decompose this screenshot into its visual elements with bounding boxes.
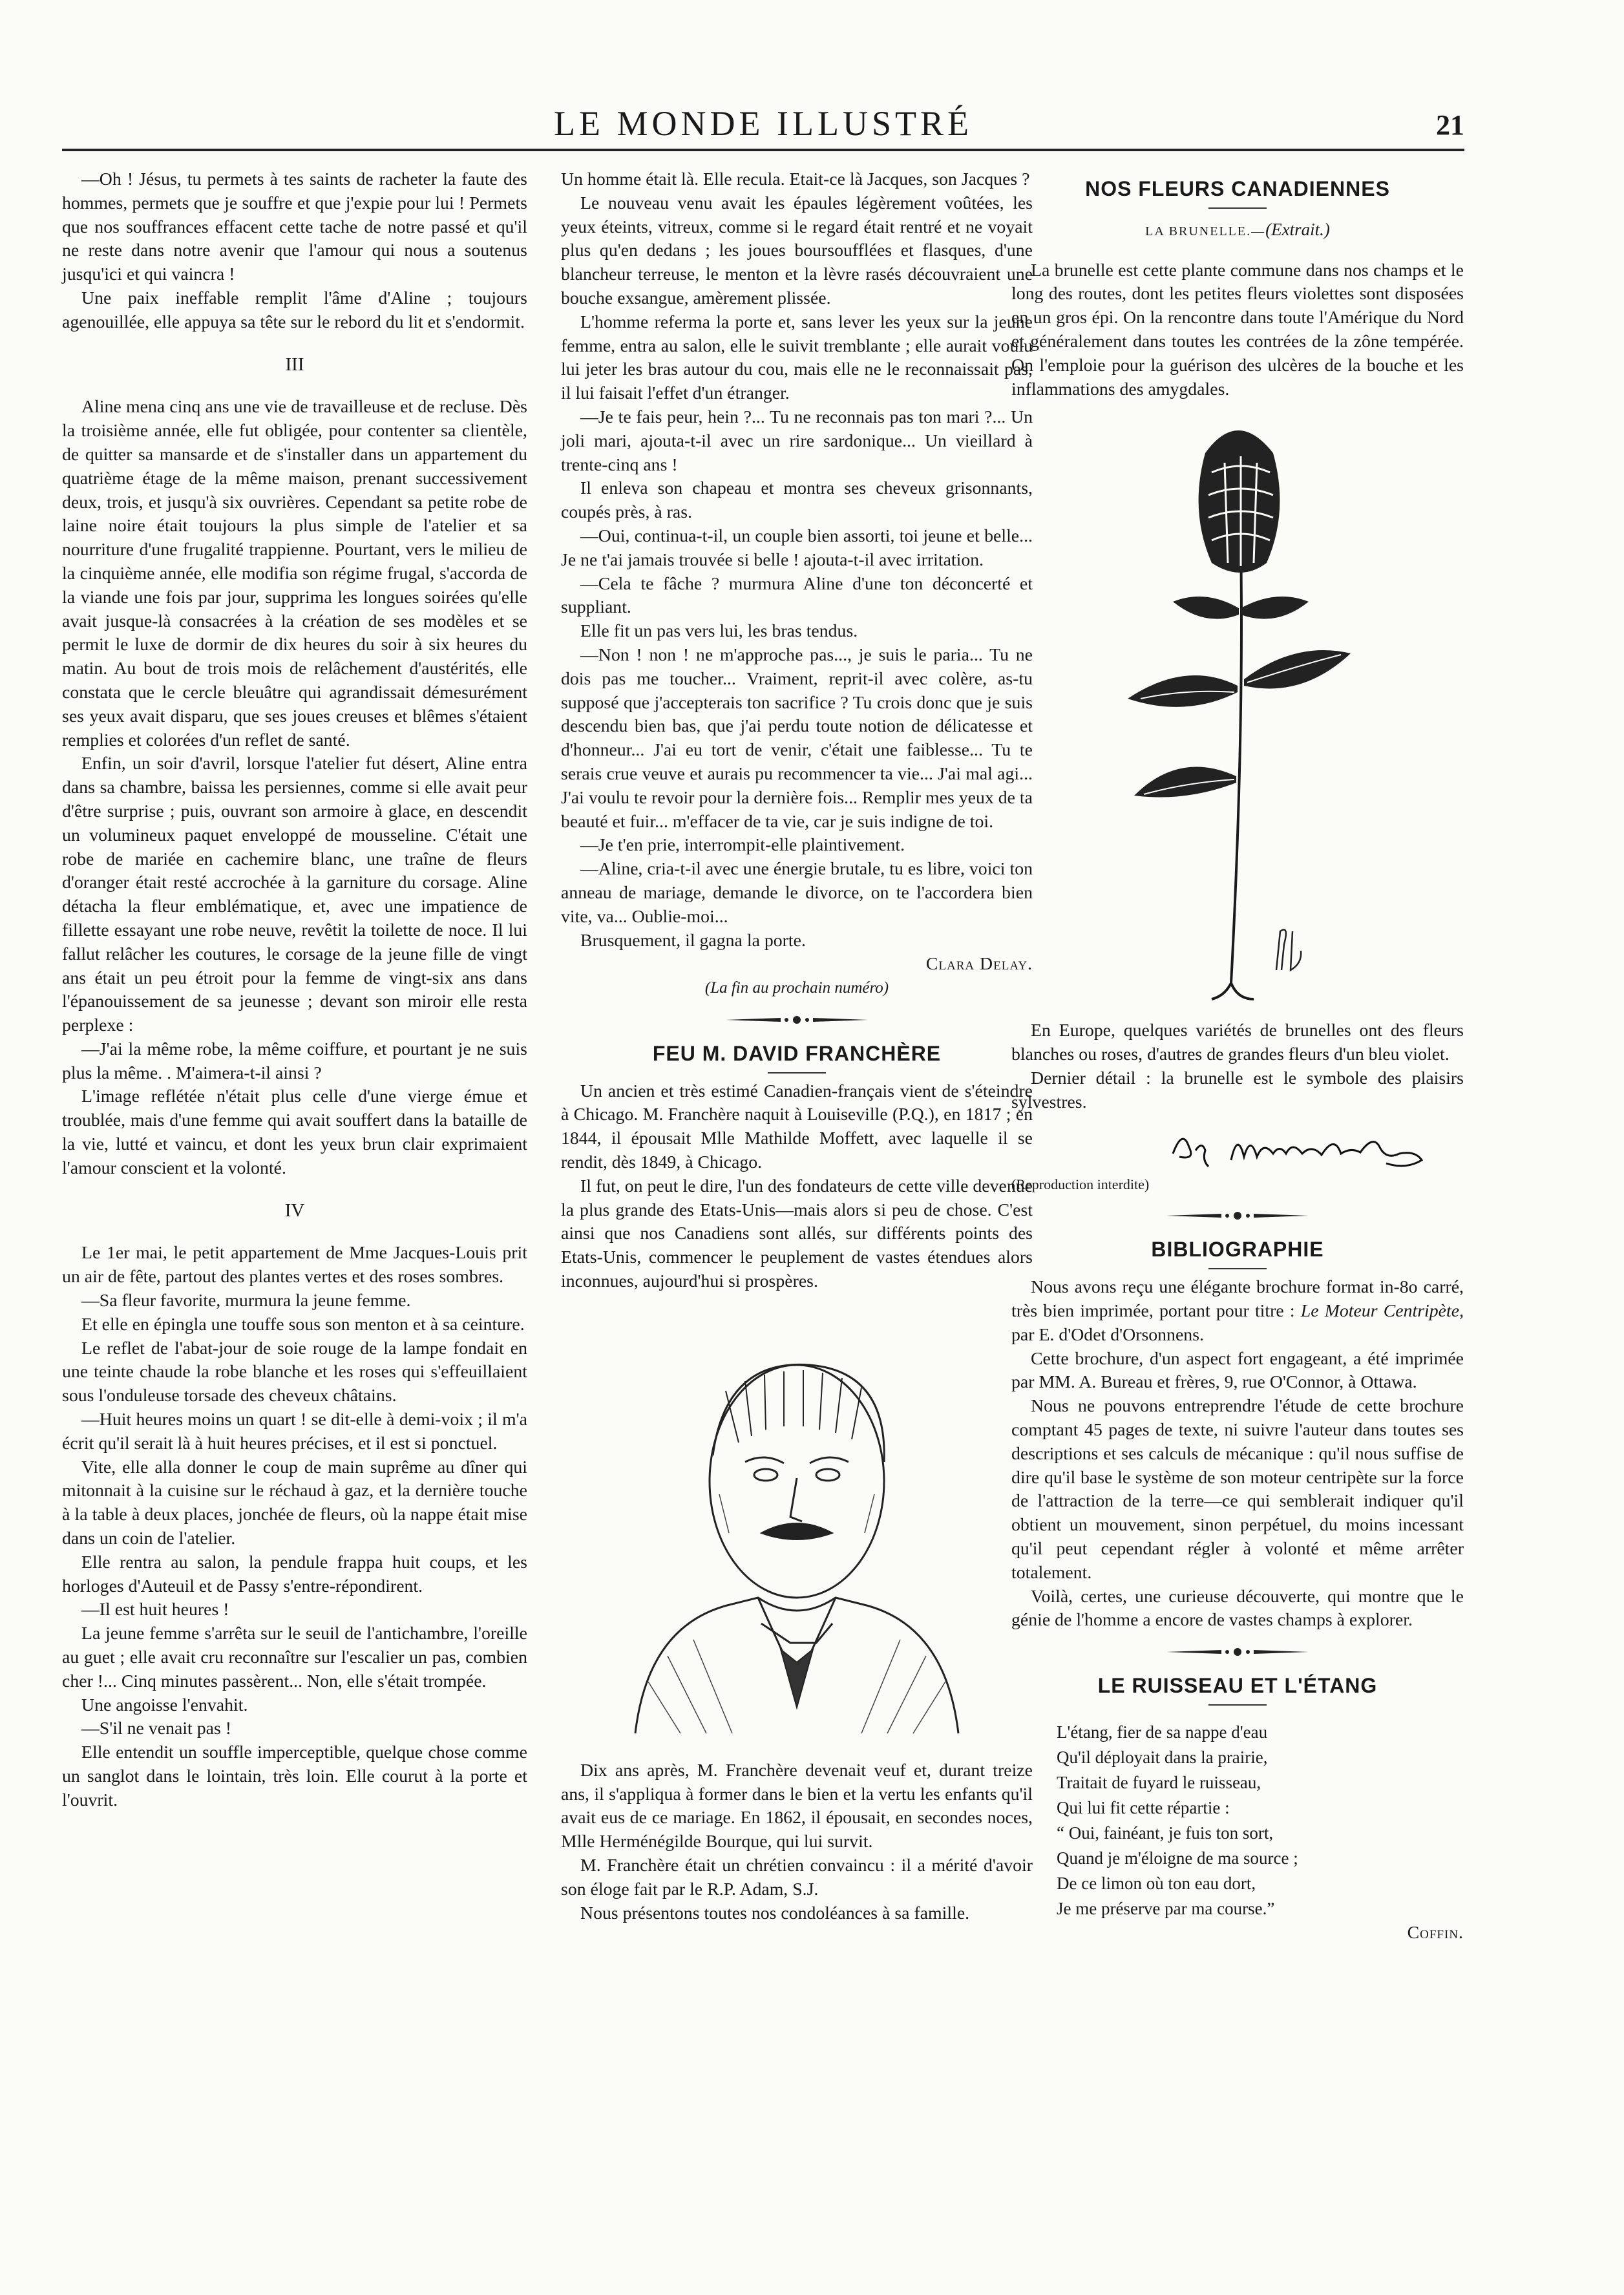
- poem-line: Qui lui fit cette répartie :: [1057, 1797, 1230, 1817]
- paragraph: L'image reflétée n'était plus celle d'une vierge émue et troublée, mais d'une femme qui avait souffert dans la bataille de la vie, lutté et vaincu, et dont les yeux brun clair exprimaient l'amour conscient et la volonté.: [62, 1086, 527, 1178]
- autograph-signature: [1166, 1121, 1425, 1173]
- paragraph: —Huit heures moins un quart ! se dit-elle à demi-voix ; il m'a écrit qu'il serait là à huit heures précises, et il est si ponctuel.: [62, 1410, 527, 1454]
- paragraph: Un homme était là. Elle recula. Etait-ce là Jacques, son Jacques ?: [561, 169, 1030, 189]
- title-rule: [1208, 1268, 1267, 1269]
- poem-line: L'étang, fier de sa nappe d'eau: [1057, 1722, 1268, 1742]
- poem-author: Coffin.: [1407, 1922, 1464, 1943]
- poem-line: “ Oui, fainéant, je fuis ton sort,: [1057, 1823, 1274, 1843]
- paragraph: L'homme referma la porte et, sans lever les yeux sur la jeune femme, entra au salon, elle le suivit tremblante ; elle aurait voulu lui jeter les bras autour du cou, mais elle ne le reconnaissait pas, il lui faisait l'effet d'un étranger.: [561, 312, 1033, 404]
- article-title: FEU M. DAVID FRANCHÈRE: [652, 1041, 942, 1065]
- paragraph: Vite, elle alla donner le coup de main suprême au dîner qui mitonnait à la cuisine sur le réchaud à gaz, et la dernière touche à la table à deux places, jonchée de fleurs, où la nappe était mise dans un coin de l'atelier.: [62, 1457, 527, 1549]
- paragraph: Voilà, certes, une curieuse découverte, qui montre que le génie de l'homme a encore de vastes champs à explorer.: [1011, 1586, 1464, 1631]
- paragraph: Nous présentons toutes nos condoléances à sa famille.: [580, 1903, 970, 1923]
- paragraph: Brusquement, il gagna la porte.: [580, 930, 806, 951]
- poem-line: Qu'il déployait dans la prairie,: [1057, 1747, 1268, 1767]
- paragraph: La jeune femme s'arrêta sur le seuil de l'antichambre, l'oreille au guet ; elle avait cru reconnaître sur l'escalier un pas, combien cher !... Cinq minutes passèrent... Non, elle s'était trompée.: [62, 1623, 527, 1691]
- poem-line: Traitait de fuyard le ruisseau,: [1057, 1772, 1261, 1792]
- paragraph: Un ancien et très estimé Canadien-français vient de s'éteindre à Chicago. M. Franchère naquit à Louiseville (P.Q.), en 1817 ; en 1844, il épousait Mlle Mathilde Moffett, avec laquelle il se rendit, dès 1849, à Chicago.: [561, 1081, 1033, 1173]
- paragraph: Une angoisse l'envahit.: [81, 1695, 248, 1715]
- section-number: IV: [284, 1200, 305, 1221]
- paragraph: Elle fit un pas vers lui, les bras tendus.: [580, 621, 858, 642]
- column-right: [1011, 168, 1464, 1945]
- paragraph: Nous ne pouvons entreprendre l'étude de cette brochure comptant 45 pages de texte, ni suivre l'auteur dans toutes ses descriptions et ses calculs de mécanique : qu'il nous suffise de dire qu'il base le système de son moteur centripète sur la force de l'attraction de la terre—ce qui semblerait indiquer qu'il obtient un mouvement, sinon perpétuel, du moins incessant qu'il peut cependant régler à volonté et même arrêter totalement.: [1011, 1396, 1464, 1583]
- paragraph: —Oh ! Jésus, tu permets à tes saints de racheter la faute des hommes, permets que je souffre et que j'expie pour lui ! Permets que nos souffrances effacent cette tache de notre passé et qu'il ne reste dans notre avenir que l'amour qui nous a soutenus jusqu'ici et qui vaincra !: [62, 169, 527, 285]
- masthead: LE MONDE ILLUSTRÉ: [554, 104, 973, 143]
- portrait-engraving: [596, 1320, 997, 1746]
- paragraph: La brunelle est cette plante commune dans nos champs et le long des routes, dont les petites fleurs violettes sont disposées en un gros épi. On la rencontre dans toute l'Amérique du Nord et généralement dans toutes les contrées de la zône tempérée. On l'emploie pour la guérison des ulcères de la bouche et les inflammations des amygdales.: [1011, 260, 1464, 399]
- paragraph: —Oui, continua-t-il, un couple bien assorti, toi jeune et belle... Je ne t'ai jamais trouvée si belle ! ajouta-t-il avec irritation.: [561, 525, 1033, 570]
- poem-line: Quand je m'éloigne de ma source ;: [1057, 1848, 1298, 1868]
- paragraph: M. Franchère était un chrétien convaincu : il a mérité d'avoir son éloge fait par le R.P. Adam, S.J.: [561, 1856, 1033, 1899]
- paragraph: Enfin, un soir d'avril, lorsque l'atelier fut désert, Aline entra dans sa chambre, baissa les persiennes, comme si elle avait peur d'être surprise ; puis, ouvrant son armoire à glace, en descendit un volumineux paquet enveloppé de mousseline. C'était une robe de mariée en cachemire blanc, une traîne de fleurs d'oranger était resté accrochée à la garniture du corsage. Aline détacha la fleur emblématique, et, avec une impatience de fillette essayant une robe neuve, revêtit la toilette de noce. Il lui fallut relâcher les coutures, le corsage de la jeune fille de vingt ans était un peu étroit pour la femme de vingt-six ans dans l'épanouissement de sa jeunesse ; devant son miroir elle resta perplexe :: [62, 754, 527, 1036]
- poem: [1057, 1720, 1464, 1921]
- paragraph: Dix ans après, M. Franchère devenait veuf et, durant treize ans, il s'appliqua à former dans le bien et la vertu les enfants qu'il avait eus de ce mariage. En 1862, il épousait, en secondes noces, Mlle Herménégilde Bourque, qui lui survit.: [561, 1760, 1033, 1852]
- paragraph: Il enleva son chapeau et montra ses cheveux grisonnants, coupés près, à ras.: [561, 478, 1033, 523]
- paragraph: Une paix ineffable remplit l'âme d'Aline ; toujours agenouillée, elle appuya sa tête sur le rebord du lit et s'endormit.: [62, 288, 527, 332]
- paragraph: —Aline, cria-t-il avec une énergie brutale, tu es libre, voici ton anneau de mariage, demande le divorce, on te l'accordera bien vite, va... Oublie-moi...: [561, 859, 1033, 927]
- brunelle-flower-illustration: [1115, 414, 1360, 1009]
- title-rule: [1208, 1704, 1267, 1706]
- paragraph: En Europe, quelques variétés de brunelles ont des fleurs blanches ou roses, d'autres de grandes fleurs d'un bleu violet.: [1011, 1021, 1464, 1065]
- column-middle: [561, 168, 1033, 1925]
- paragraph: Elle rentra au salon, la pendule frappa huit coups, et les horloges d'Auteuil et de Passy s'entre-répondirent.: [62, 1552, 527, 1596]
- article-subtitle: LA BRUNELLE.—(Extrait.): [1145, 219, 1330, 239]
- paragraph: Elle entendit un souffle imperceptible, quelque chose comme un sanglot dans le lointain, très loin. Elle courut à la porte et l'ouvrit.: [62, 1742, 527, 1810]
- paragraph: —Cela te fâche ? murmura Aline d'une ton déconcerté et suppliant.: [561, 573, 1033, 618]
- paragraph: Aline mena cinq ans une vie de travailleuse et de recluse. Dès la troisième année, elle fut obligée, pour contenter sa clientèle, de quitter sa mansarde et de s'installer dans un appartement du quatrième étage de la même maison, prenant successivement deux, trois, et jusqu'à six ouvrières. Cependant sa petite robe de laine noire était toujours la plus simple de l'atelier et sa nourriture d'une frugalité trappienne. Pourtant, vers le milieu de la cinquième année, elle modifia son régime frugal, s'accorda de la viande une fois par jour, supprima les longues soirées qu'elle avait jusque-là consacrées à la création de ses modèles et se permit le luxe de dormir de dix heures du soir à six heures du matin. Au bout de trois mois de relâchement d'austérités, elle constata que le cercle bleuâtre qui agrandissait démesurément ses yeux avait disparu, que ses joues creuses et blêmes s'étaient remplies et colorées d'un reflet de santé.: [62, 397, 527, 750]
- continuation-note: (La fin au prochain numéro): [704, 979, 889, 997]
- article-title: NOS FLEURS CANADIENNES: [1085, 177, 1390, 200]
- poem-line: De ce limon où ton eau dort,: [1057, 1873, 1256, 1893]
- page-header: [62, 97, 1464, 151]
- paragraph: —J'ai la même robe, la même coiffure, et pourtant je ne suis plus la même. . M'aimera-t-il ainsi ?: [62, 1039, 527, 1083]
- paragraph: —Il est huit heures !: [81, 1600, 229, 1620]
- ornament-divider-icon: [1166, 1211, 1309, 1221]
- paragraph: Nous avons reçu une élégante brochure format in-8o carré, très bien imprimée, portant pour titre : Le Moteur Centripète, par E. d'Odet d'Orsonnens.: [1011, 1277, 1464, 1345]
- reproduction-note: (Reproduction interdite): [1011, 1176, 1150, 1192]
- paragraph: —Je t'en prie, interrompit-elle plaintivement.: [580, 835, 905, 856]
- paragraph: Dernier détail : la brunelle est le symbole des plaisirs sylvestres.: [1011, 1068, 1464, 1112]
- article-title: BIBLIOGRAPHIE: [1151, 1238, 1324, 1262]
- article-title: LE RUISSEAU ET L'ÉTANG: [1097, 1674, 1378, 1698]
- paragraph: —Sa fleur favorite, murmura la jeune femme.: [81, 1291, 411, 1311]
- title-rule: [1208, 207, 1267, 209]
- paragraph: —Non ! non ! ne m'approche pas..., je suis le paria... Tu ne dois pas me toucher... Vraiment, reprit-il avec colère, as-tu supposé que j'accepterais ton sacrifice ? Tu crois donc que je suis descendu bien bas, que j'ai perdu toute notion de délicatesse et d'honneur... J'ai eu tort de venir, c'était une faiblesse... Tu te serais crue veuve et aurais pu recommencer ta vie... J'ai mal agi... J'ai voulu te revoir pour la dernière fois... Remplir mes yeux de ta beauté et fuir... m'effacer de ta vie, car je suis indigne de toi.: [561, 644, 1033, 832]
- section-number: III: [285, 354, 304, 375]
- page-number: 21: [1436, 109, 1464, 141]
- ornament-divider-icon: [726, 1015, 868, 1025]
- ornament-divider-icon: [1166, 1647, 1309, 1657]
- author-signature: Clara Delay.: [925, 954, 1033, 975]
- paragraph: —Je te fais peur, hein ?... Tu ne reconnais pas ton mari ?... Un joli mari, ajouta-t-il avec un rire sardonique... Un vieillard à trente-cinq ans !: [561, 407, 1033, 475]
- paragraph: Et elle en épingla une touffe sous son menton et à sa ceinture.: [81, 1314, 525, 1335]
- paragraph: Le 1er mai, le petit appartement de Mme Jacques-Louis prit un air de fête, partout des plantes vertes et des roses sombres.: [62, 1243, 527, 1287]
- title-rule: [768, 1072, 826, 1073]
- paragraph: Le nouveau venu avait les épaules légèrement voûtées, les yeux éteints, vitreux, comme si le regard était rentré et ne voyait plus qu'en dedans ; les joues boursoufflées et flasques, d'une blancheur terreuse, le menton et la lèvre rasés découvraient une bouche exsangue, amèrement plissée.: [561, 193, 1033, 308]
- column-left: [62, 168, 527, 1813]
- paragraph: —S'il ne venait pas !: [81, 1719, 231, 1739]
- poem-line: Je me préserve par ma course.”: [1057, 1898, 1275, 1918]
- paragraph: Il fut, on peut le dire, l'un des fondateurs de cette ville devenue la plus grande des Etats-Unis—mais alors si peu de chose. C'est ainsi que nos Canadiens sont allés, sur différents points des Etats-Unis, commencer le peuplement de vastes étendues alors inconnues, aujourd'hui si prospères.: [561, 1176, 1033, 1292]
- paragraph: Le reflet de l'abat-jour de soie rouge de la lampe fondait en une teinte chaude la robe blanche et les roses qui s'effeuillaient sous l'onduleuse torsade des cheveux châtains.: [62, 1338, 527, 1406]
- paragraph: Cette brochure, d'un aspect fort engageant, a été imprimée par MM. A. Bureau et frères, 9, rue O'Connor, à Ottawa.: [1011, 1348, 1464, 1393]
